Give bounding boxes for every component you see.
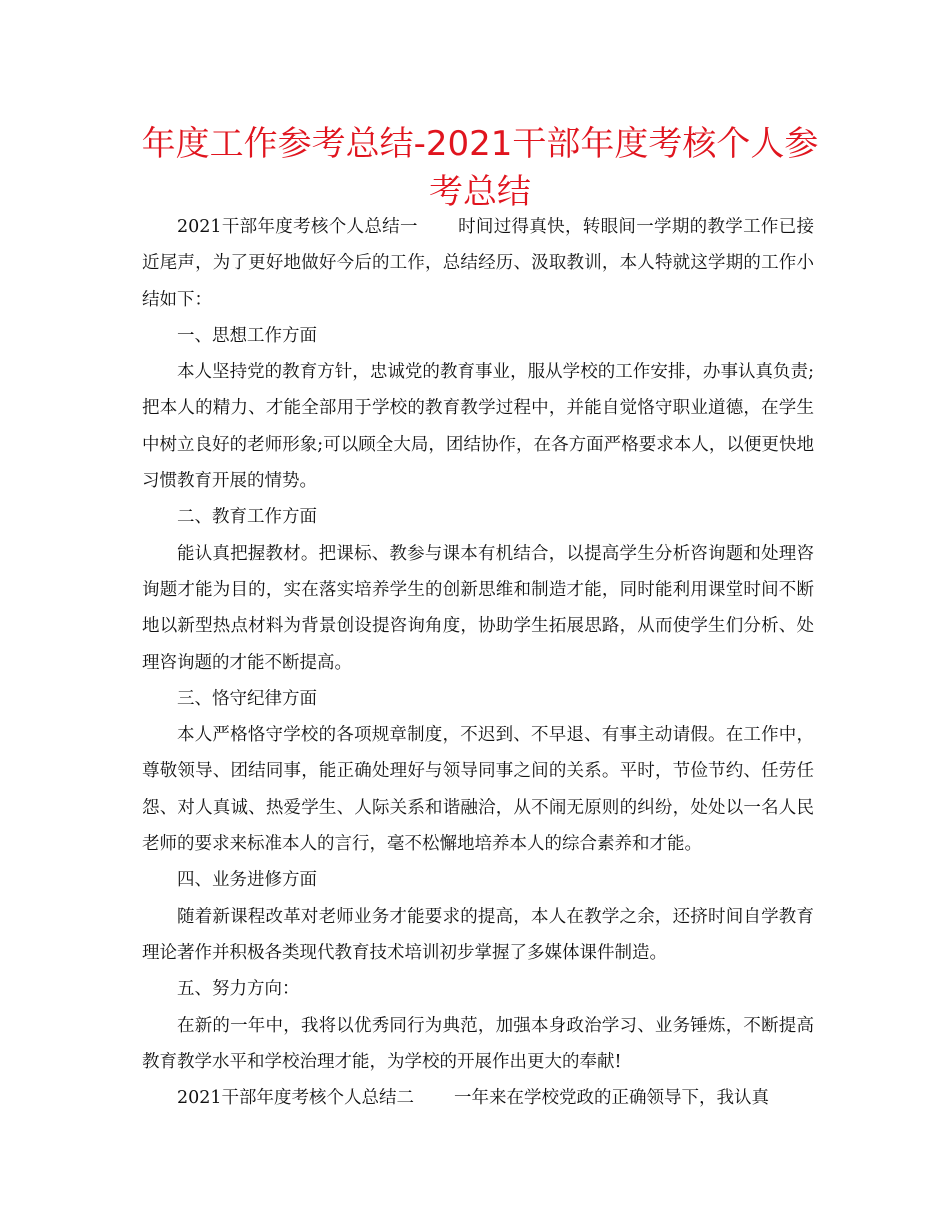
- paragraph: 能认真把握教材。把课标、教参与课本有机结合，以提高学生分析咨询题和处理咨询题才能为目的，实在落实培养学生的创新思维和制造才能，同时能利用课堂时间不断地以新型热点材料为背景创设提咨询角度，协助学生拓展思路，从而使学生们分析、处理咨询题的才能不断提高。: [142, 543, 814, 673]
- paragraph: 本人严格恪守学校的各项规章制度，不迟到、不早退、有事主动请假。在工作中，尊敬领导、团结同事，能正确处理好与领导同事之间的关系。平时，节俭节约、任劳任怨、对人真诚、热爱学生、人际关系和谐融洽，从不闹无原则的纠纷，处处以一名人民老师的要求来标准本人的言行，毫不松懈地培养本人的综合素养和才能。: [142, 725, 814, 855]
- section-heading: 二、教育工作方面: [177, 507, 317, 528]
- section-heading: 四、业务进修方面: [177, 870, 317, 891]
- paragraph: 本人坚持党的教育方针，忠诚党的教育事业，服从学校的工作安排，办事认真负责;把本人的精力、才能全部用于学校的教育教学过程中，并能自觉恪守职业道德，在学生中树立良好的老师形象;可以顾全大局，团结协作，在各方面严格要求本人，以便更快地习惯教育开展的情势。: [142, 362, 814, 492]
- paragraph-last: [142, 1080, 814, 1116]
- document-body: [142, 209, 814, 1116]
- section-heading-summary-2: 2021干部年度考核个人总结二: [177, 1088, 415, 1109]
- paragraph: 随着新课程改革对老师业务才能要求的提高，本人在教学之余，还挤时间自学教育理论著作并积极各类现代教育技术培训初步掌握了多媒体课件制造。: [142, 906, 814, 963]
- section-heading: 三、恪守纪律方面: [177, 688, 317, 709]
- paragraph: 在新的一年中，我将以优秀同行为典范，加强本身政治学习、业务锤炼，不断提高教育教学水平和学校治理才能，为学校的开展作出更大的奉献!: [142, 1015, 814, 1072]
- section-heading-summary-1: 2021干部年度考核个人总结一: [177, 217, 418, 237]
- paragraph-text: 一年来在学校党政的正确领导下，我认真: [454, 1088, 770, 1109]
- document-title: 年度工作参考总结-2021干部年度考核个人参考总结: [141, 124, 819, 212]
- section-heading: 五、努力方向：: [177, 979, 300, 1000]
- paragraph-1: [142, 209, 814, 318]
- section-heading: 一、思想工作方面: [177, 325, 317, 346]
- paragraph-text: 时间过得真快，转眼间一学期的教学工作已接近尾声，为了更好地做好今后的工作，总结经历、汲取教训，本人特就这学期的工作小结如下：: [142, 217, 815, 310]
